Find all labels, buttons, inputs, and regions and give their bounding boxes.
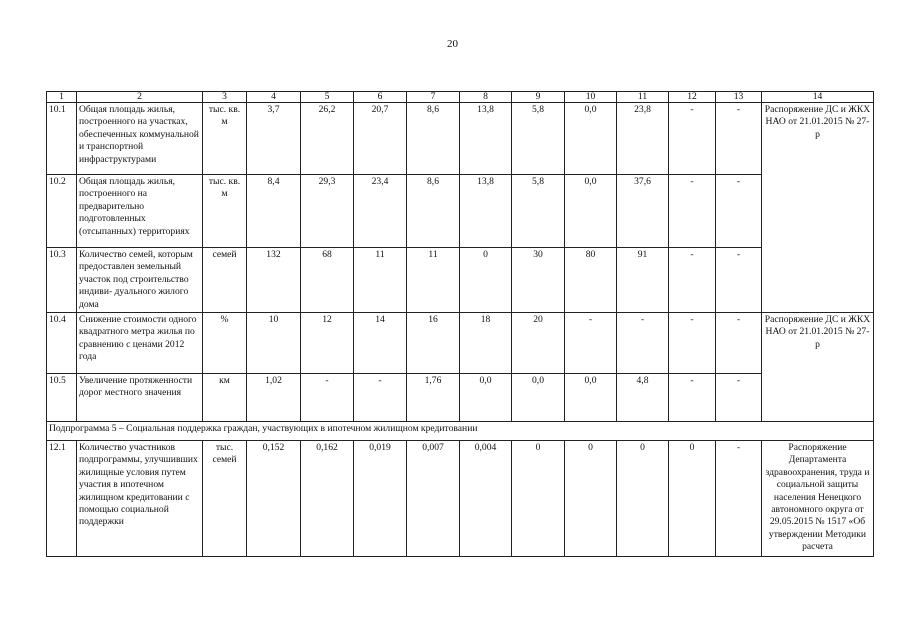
- table-row: [47, 175, 874, 248]
- value-cell: 5,8: [512, 175, 565, 248]
- row-number: 10.4: [47, 313, 77, 374]
- header-cell: 6: [354, 92, 407, 103]
- value-cell: 5,8: [512, 103, 565, 175]
- value-cell: -: [617, 313, 669, 374]
- indicators-table: [46, 91, 874, 557]
- value-cell: 18: [460, 313, 512, 374]
- unit: семей: [203, 248, 247, 313]
- value-cell: -: [301, 374, 354, 422]
- value-cell: 23,8: [617, 103, 669, 175]
- value-cell: 0: [460, 248, 512, 313]
- value-cell: 80: [565, 248, 617, 313]
- header-cell: 11: [617, 92, 669, 103]
- value-cell: 12: [301, 313, 354, 374]
- table-row: [47, 248, 874, 313]
- value-cell: 11: [407, 248, 460, 313]
- value-cell: -: [669, 103, 716, 175]
- header-cell: 10: [565, 92, 617, 103]
- value-cell: 14: [354, 313, 407, 374]
- value-cell: 13,8: [460, 103, 512, 175]
- value-cell: 0,0: [565, 103, 617, 175]
- indicator-name: Общая площадь жилья, построенного на предварительно подготовленных (отсыпанных) территориях: [77, 175, 203, 248]
- value-cell: 0,0: [512, 374, 565, 422]
- value-cell: -: [669, 248, 716, 313]
- value-cell: -: [716, 248, 762, 313]
- value-cell: 0,162: [301, 441, 354, 557]
- value-cell: -: [716, 175, 762, 248]
- value-cell: 0: [565, 441, 617, 557]
- header-cell: 14: [762, 92, 874, 103]
- table-row: [47, 374, 874, 422]
- indicator-name: Количество участников подпрограммы, улучшивших жилищные условия путем участия в ипотечном жилищном кредитовании с помощью социальной поддержки: [77, 441, 203, 557]
- value-cell: -: [716, 374, 762, 422]
- value-cell: 0: [669, 441, 716, 557]
- header-cell: 9: [512, 92, 565, 103]
- value-cell: 30: [512, 248, 565, 313]
- value-cell: 11: [354, 248, 407, 313]
- value-cell: 0,019: [354, 441, 407, 557]
- value-cell: 29,3: [301, 175, 354, 248]
- header-cell: 2: [77, 92, 203, 103]
- unit: %: [203, 313, 247, 374]
- value-cell: -: [354, 374, 407, 422]
- value-cell: 10: [247, 313, 301, 374]
- value-cell: 0,0: [565, 175, 617, 248]
- source-cell: Распоряжение Департамента здравоохранения, труда и социальной защиты населения Ненецкого автономного округа от 29.05.2015 № 1517 «Об утверждении Методики расчета: [762, 441, 874, 557]
- header-cell: 3: [203, 92, 247, 103]
- value-cell: -: [669, 374, 716, 422]
- value-cell: -: [716, 441, 762, 557]
- header-cell: 8: [460, 92, 512, 103]
- row-number: 10.1: [47, 103, 77, 175]
- page-number: 20: [447, 38, 458, 50]
- indicator-name: Количество семей, которым предоставлен земельный участок под строительство индиви- дуального жилого дома: [77, 248, 203, 313]
- subprogram-row: [47, 422, 874, 441]
- header-cell: 13: [716, 92, 762, 103]
- indicator-name: Общая площадь жилья, построенного на участках, обеспеченных коммунальной и транспортной инфраструктурами: [77, 103, 203, 175]
- value-cell: -: [669, 313, 716, 374]
- value-cell: 26,2: [301, 103, 354, 175]
- value-cell: -: [565, 313, 617, 374]
- value-cell: 0,007: [407, 441, 460, 557]
- value-cell: 8,4: [247, 175, 301, 248]
- header-cell: 12: [669, 92, 716, 103]
- value-cell: 4,8: [617, 374, 669, 422]
- value-cell: -: [669, 175, 716, 248]
- subprogram-title: Подпрограмма 5 – Социальная поддержка граждан, участвующих в ипотечном жилищном кредитовании: [47, 422, 874, 441]
- header-cell: 1: [47, 92, 77, 103]
- value-cell: 8,6: [407, 103, 460, 175]
- value-cell: 20: [512, 313, 565, 374]
- value-cell: 0,152: [247, 441, 301, 557]
- value-cell: 16: [407, 313, 460, 374]
- row-number: 10.5: [47, 374, 77, 422]
- unit: тыс. семей: [203, 441, 247, 557]
- indicator-name: Увеличение протяженности дорог местного значения: [77, 374, 203, 422]
- unit: км: [203, 374, 247, 422]
- value-cell: 68: [301, 248, 354, 313]
- unit: тыс. кв. м: [203, 103, 247, 175]
- value-cell: -: [716, 313, 762, 374]
- value-cell: 8,6: [407, 175, 460, 248]
- value-cell: 23,4: [354, 175, 407, 248]
- value-cell: -: [716, 103, 762, 175]
- value-cell: 91: [617, 248, 669, 313]
- value-cell: 0: [512, 441, 565, 557]
- value-cell: 1,02: [247, 374, 301, 422]
- row-number: 12.1: [47, 441, 77, 557]
- value-cell: 0,0: [565, 374, 617, 422]
- value-cell: 0: [617, 441, 669, 557]
- row-number: 10.2: [47, 175, 77, 248]
- table-row: [47, 313, 874, 374]
- indicator-name: Снижение стоимости одного квадратного метра жилья по сравнению с ценами 2012 года: [77, 313, 203, 374]
- header-cell: 5: [301, 92, 354, 103]
- source-cell: Распоряжение ДС и ЖКХ НАО от 21.01.2015 № 27-р: [762, 103, 874, 313]
- header-row: [47, 92, 874, 103]
- row-number: 10.3: [47, 248, 77, 313]
- table-row: [47, 103, 874, 175]
- value-cell: 13,8: [460, 175, 512, 248]
- value-cell: 3,7: [247, 103, 301, 175]
- value-cell: 0,004: [460, 441, 512, 557]
- value-cell: 37,6: [617, 175, 669, 248]
- value-cell: 20,7: [354, 103, 407, 175]
- source-cell: Распоряжение ДС и ЖКХ НАО от 21.01.2015 № 27-р: [762, 313, 874, 422]
- table-row: [47, 441, 874, 557]
- value-cell: 1,76: [407, 374, 460, 422]
- value-cell: 132: [247, 248, 301, 313]
- value-cell: 0,0: [460, 374, 512, 422]
- unit: тыс. кв. м: [203, 175, 247, 248]
- header-cell: 4: [247, 92, 301, 103]
- header-cell: 7: [407, 92, 460, 103]
